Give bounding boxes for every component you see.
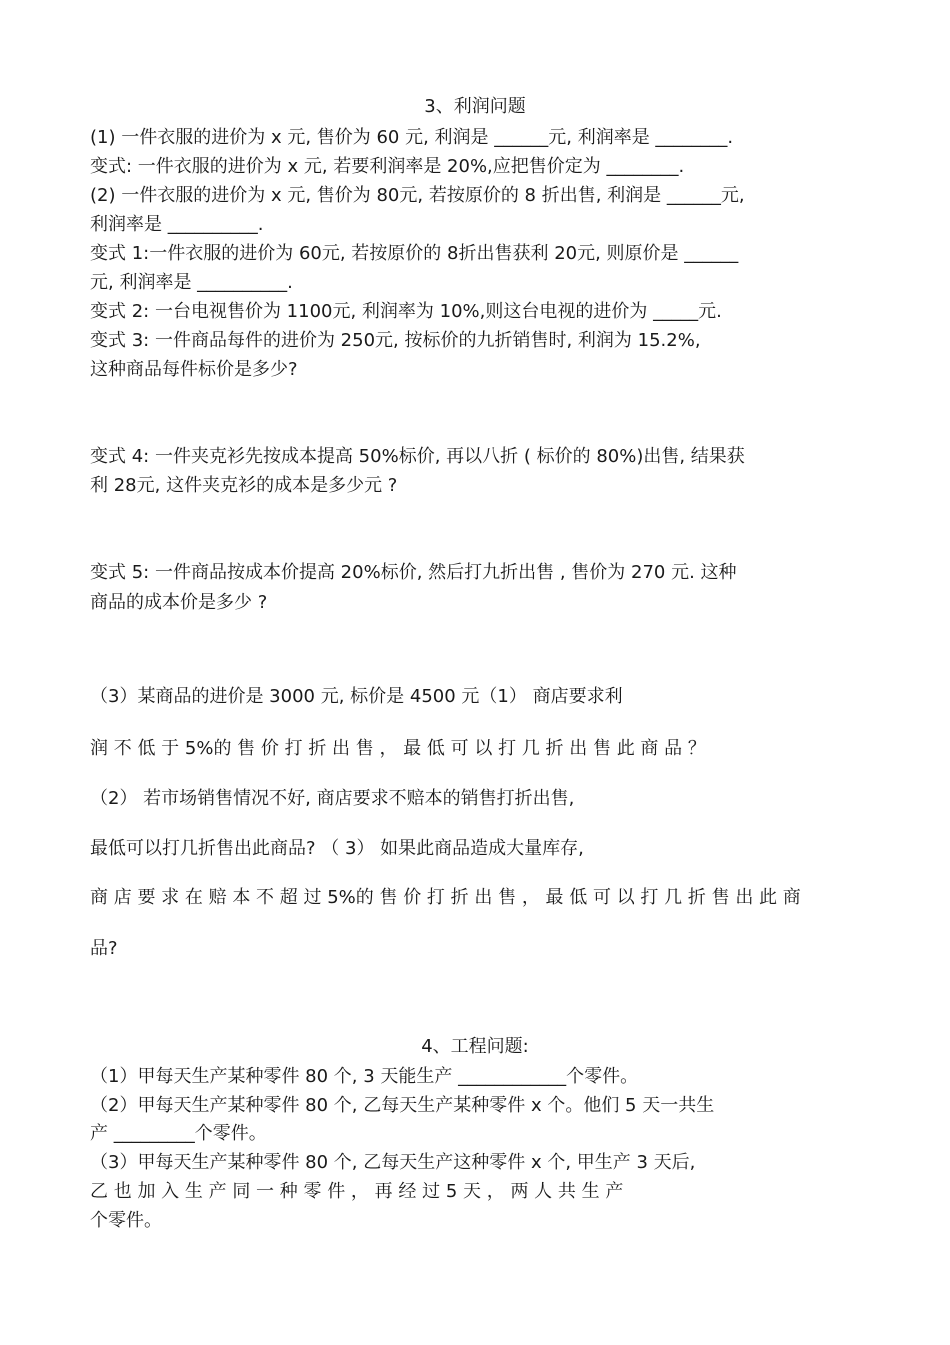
section-title: 3、利润问题: [424, 96, 526, 117]
text-line: 润 不 低 于 5%的 售 价 打 折 出 售 ， 最 低 可 以 打 几 折 出 售 此 商 品 ？: [90, 738, 706, 759]
text-line: 产 _________个零件。: [90, 1123, 267, 1144]
text-line: （3）甲每天生产某种零件 80 个, 乙每天生产这种零件 x 个, 甲生产 3 天后,: [90, 1152, 696, 1173]
text-line: 商 店 要 求 在 赔 本 不 超 过 5%的 售 价 打 折 出 售 ， 最 低 可 以 打 几 折 售 出 此 商: [90, 887, 801, 908]
text-line: 利 28元, 这件夹克衫的成本是多少元 ?: [90, 475, 398, 496]
text-line: (1) 一件衣服的进价为 x 元, 售价为 60 元, 利润是 ______元, 利润率是 ________.: [90, 127, 734, 148]
text-line: （2）甲每天生产某种零件 80 个, 乙每天生产某种零件 x 个。他们 5 天一共生: [90, 1095, 715, 1116]
text-line: 变式 1:一件衣服的进价为 60元, 若按原价的 8折出售获利 20元, 则原价是 ______: [90, 243, 739, 264]
text-line: （3）某商品的进价是 3000 元, 标价是 4500 元（1） 商店要求利: [90, 686, 623, 707]
text-line: 元, 利润率是 __________.: [90, 272, 293, 293]
text-line: 品?: [90, 938, 118, 959]
section-title: 4、工程问题:: [421, 1036, 529, 1057]
text-line: 这种商品每件标价是多少?: [90, 359, 298, 380]
text-line: 乙 也 加 入 生 产 同 一 种 零 件 ， 再 经 过 5 天 ， 两 人 共 生 产: [90, 1181, 624, 1202]
text-line: 变式: 一件衣服的进价为 x 元, 若要利润率是 20%,应把售价定为 ________.: [90, 156, 685, 177]
text-line: (2) 一件衣服的进价为 x 元, 售价为 80元, 若按原价的 8 折出售, 利润是 ______元,: [90, 185, 745, 206]
text-line: （1）甲每天生产某种零件 80 个, 3 天能生产 ____________个零件。: [90, 1066, 639, 1087]
text-line: （2） 若市场销售情况不好, 商店要求不赔本的销售打折出售,: [90, 788, 575, 809]
text-line: 利润率是 __________.: [90, 214, 264, 235]
text-line: 最低可以打几折售出此商品? （ 3） 如果此商品造成大量库存,: [90, 838, 584, 859]
text-line: 变式 3: 一件商品每件的进价为 250元, 按标价的九折销售时, 利润为 15.2%,: [90, 330, 701, 351]
text-line: 变式 4: 一件夹克衫先按成本提高 50%标价, 再以八折 ( 标价的 80%)出售, 结果获: [90, 446, 745, 467]
text-line: 个零件。: [90, 1210, 162, 1231]
text-line: 变式 5: 一件商品按成本价提高 20%标价, 然后打九折出售 , 售价为 270 元. 这种: [90, 562, 737, 583]
text-line: 变式 2: 一台电视售价为 1100元, 利润率为 10%,则这台电视的进价为 _____元.: [90, 301, 722, 322]
text-line: 商品的成本价是多少 ?: [90, 592, 268, 613]
